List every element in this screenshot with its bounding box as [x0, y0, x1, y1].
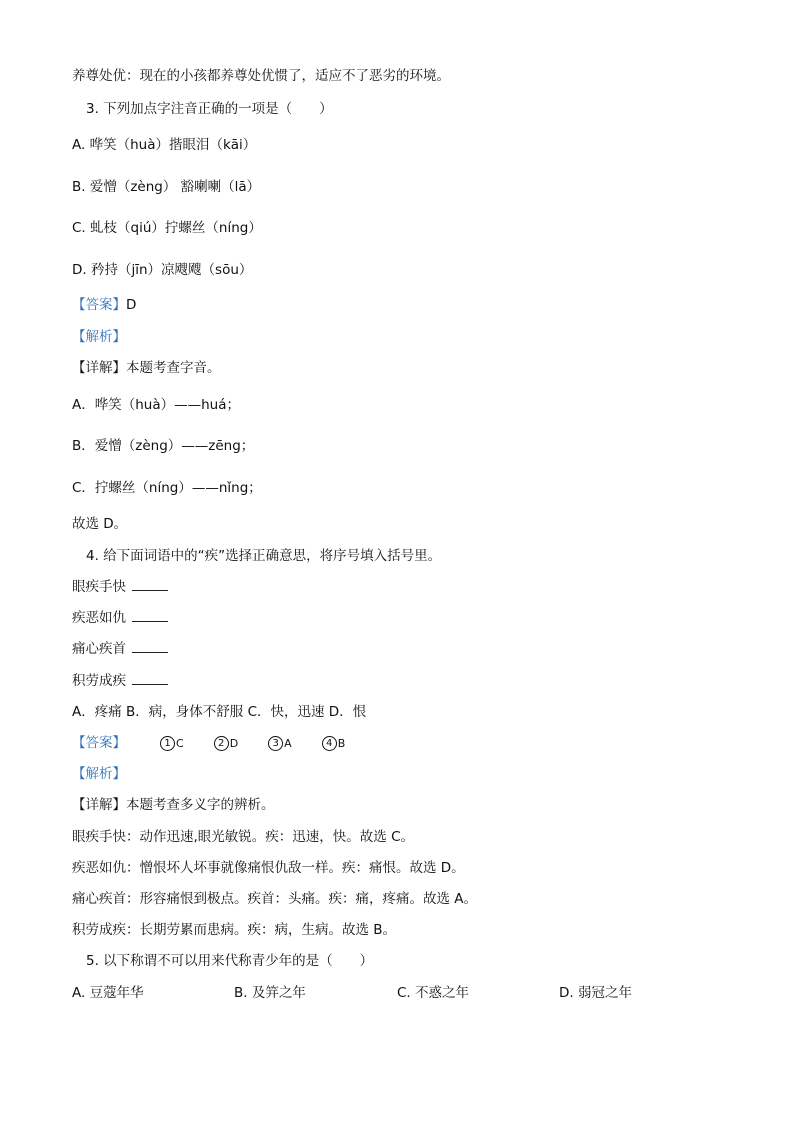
explain-a: A．哗笑（huà）——huá；: [72, 397, 241, 413]
detail-line-4: 积劳成疾：长期劳累而患病。疾：病，生病。故选 B。: [72, 922, 397, 938]
detail-text: 本题考查多义字的辨析。: [126, 797, 275, 813]
detail-4: [72, 796, 275, 814]
q5-option-c: C. 不惑之年: [397, 985, 470, 1001]
q4-options: A．疼痛 B．病，身体不舒服 C．快，迅速 D．恨: [72, 704, 367, 720]
detail-line-1: 眼疾手快：动作迅速,眼光敏锐。疾：迅速，快。故选 C。: [72, 829, 415, 845]
question-5: 5. 以下称谓不可以用来代称青少年的是（ ）: [86, 953, 374, 969]
answer-item: 4 B: [322, 734, 346, 753]
q3-option-b: B. 爱憎（zèng） 豁喇喇（lā）: [72, 179, 261, 195]
q4-word-1: [72, 578, 168, 596]
answer-tag: 【答案】: [72, 297, 126, 313]
fill-blank[interactable]: [132, 578, 168, 591]
text-line: 养尊处优：现在的小孩都养尊处优惯了，适应不了恶劣的环境。: [72, 68, 450, 84]
word: 疾恶如仇: [72, 610, 126, 626]
explain-b: B．爱憎（zèng）——zēng；: [72, 438, 255, 454]
question-3: 3. 下列加点字注音正确的一项是（ ）: [86, 101, 333, 117]
circled-number: 4: [322, 736, 337, 751]
fill-blank[interactable]: [132, 640, 168, 653]
q5-option-a: A. 豆蔻年华: [72, 985, 144, 1001]
detail-3: [72, 359, 221, 377]
circled-number: 1: [160, 736, 175, 751]
q4-word-4: [72, 672, 168, 690]
detail-tag: 【详解】: [72, 797, 126, 813]
detail-line-3: 痛心疾首：形容痛恨到极点。疾首：头痛。疾：痛，疼痛。故选 A。: [72, 891, 478, 907]
answer-item: 3 A: [268, 734, 292, 753]
q4-word-3: [72, 640, 168, 658]
q5-option-d: D. 弱冠之年: [559, 985, 632, 1001]
answer-3: [72, 296, 136, 314]
answer-tag: 【答案】: [72, 735, 126, 751]
q5-option-b: B. 及笄之年: [234, 985, 306, 1001]
q3-option-c: C. 虬枝（qiú）拧螺丝（níng）: [72, 220, 262, 236]
answer-item: 1 C: [160, 734, 184, 753]
word: 痛心疾首: [72, 641, 126, 657]
word: 眼疾手快: [72, 579, 126, 595]
question-4: 4. 给下面词语中的“疾”选择正确意思，将序号填入括号里。: [86, 548, 442, 564]
circled-number: 3: [268, 736, 283, 751]
analysis-tag: 【解析】: [72, 766, 126, 782]
fill-blank[interactable]: [132, 609, 168, 622]
analysis-tag: 【解析】: [72, 329, 126, 345]
q3-option-d: D. 矜持（jīn）凉飕飕（sōu）: [72, 262, 253, 278]
q3-option-a: A. 哗笑（huà）揩眼泪（kāi）: [72, 137, 257, 153]
explain-c: C．拧螺丝（níng）——nǐng；: [72, 480, 262, 496]
answer-4: [72, 734, 345, 753]
circled-number: 2: [214, 736, 229, 751]
fill-blank[interactable]: [132, 672, 168, 685]
answer-item: 2 D: [214, 734, 238, 753]
q4-word-2: [72, 609, 168, 627]
detail-text: 本题考查字音。: [126, 360, 221, 376]
detail-tag: 【详解】: [72, 360, 126, 376]
answer-value: D: [126, 297, 137, 313]
detail-line-2: 疾恶如仇：憎恨坏人坏事就像痛恨仇敌一样。疾：痛恨。故选 D。: [72, 860, 465, 876]
word: 积劳成疾: [72, 673, 126, 689]
choose-line: 故选 D。: [72, 516, 128, 532]
